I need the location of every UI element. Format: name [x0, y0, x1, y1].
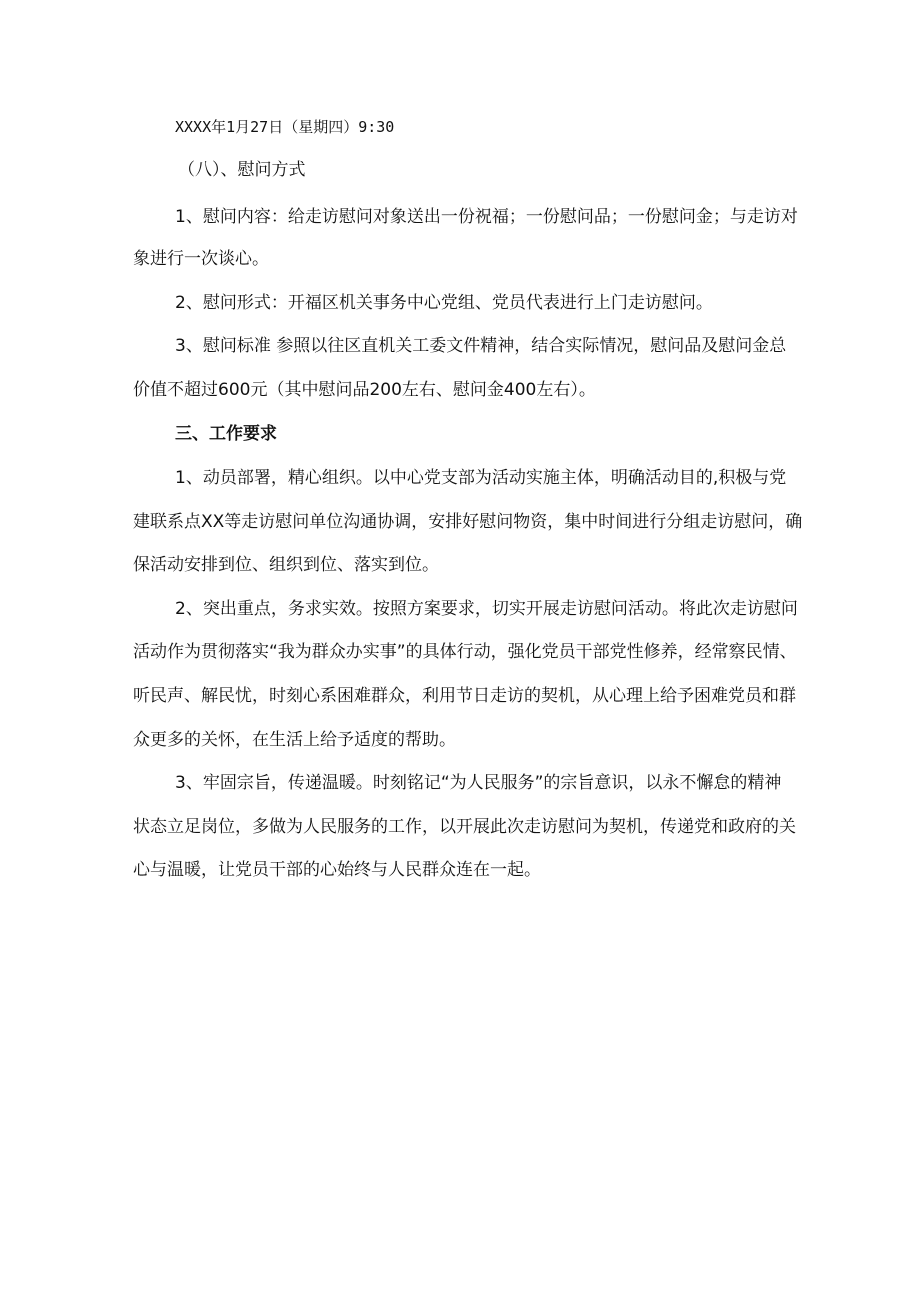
requirement-2-line-4: 众更多的关怀，在生活上给予适度的帮助。: [133, 730, 456, 750]
requirement-2-line-1: 2、突出重点，务求实效。按照方案要求，切实开展走访慰问活动。将此次走访慰问: [175, 599, 798, 619]
section-3-heading: 三、工作要求: [175, 424, 277, 444]
requirement-3-line-3: 心与温暖，让党员干部的心始终与人民群众连在一起。: [133, 860, 541, 880]
item-1-line-1: 1、慰问内容：给走访慰问对象送出一份祝福；一份慰问品；一份慰问金；与走访对: [175, 207, 798, 227]
date-line: XXXX年1月27日（星期四）9:30: [175, 118, 395, 136]
section-8-heading: （八）、慰问方式: [178, 160, 306, 180]
requirement-1-line-2: 建联系点XX等走访慰问单位沟通协调，安排好慰问物资，集中时间进行分组走访慰问，确: [133, 512, 803, 532]
item-3-line-1: 3、慰问标准 参照以往区直机关工委文件精神，结合实际情况，慰问品及慰问金总: [175, 336, 787, 356]
requirement-1-line-3: 保活动安排到位、组织到位、落实到位。: [133, 555, 439, 575]
requirement-2-line-2: 活动作为贯彻落实“我为群众办实事”的具体行动，强化党员干部党性修养，经常察民情、: [133, 642, 797, 662]
requirement-1-line-1: 1、动员部署，精心组织。以中心党支部为活动实施主体，明确活动目的,积极与党: [175, 468, 787, 488]
item-2-line-1: 2、慰问形式：开福区机关事务中心党组、党员代表进行上门走访慰问。: [175, 293, 713, 313]
item-3-line-2: 价值不超过600元（其中慰问品200左右、慰问金400左右）。: [133, 380, 596, 400]
requirement-3-line-2: 状态立足岗位，多做为人民服务的工作，以开展此次走访慰问为契机，传递党和政府的关: [133, 817, 796, 837]
requirement-2-line-3: 听民声、解民忧，时刻心系困难群众，利用节日走访的契机，从心理上给予困难党员和群: [133, 686, 796, 706]
item-1-line-2: 象进行一次谈心。: [133, 249, 269, 269]
requirement-3-line-1: 3、牢固宗旨，传递温暖。时刻铭记“为人民服务”的宗旨意识，以永不懈怠的精神: [175, 773, 782, 793]
